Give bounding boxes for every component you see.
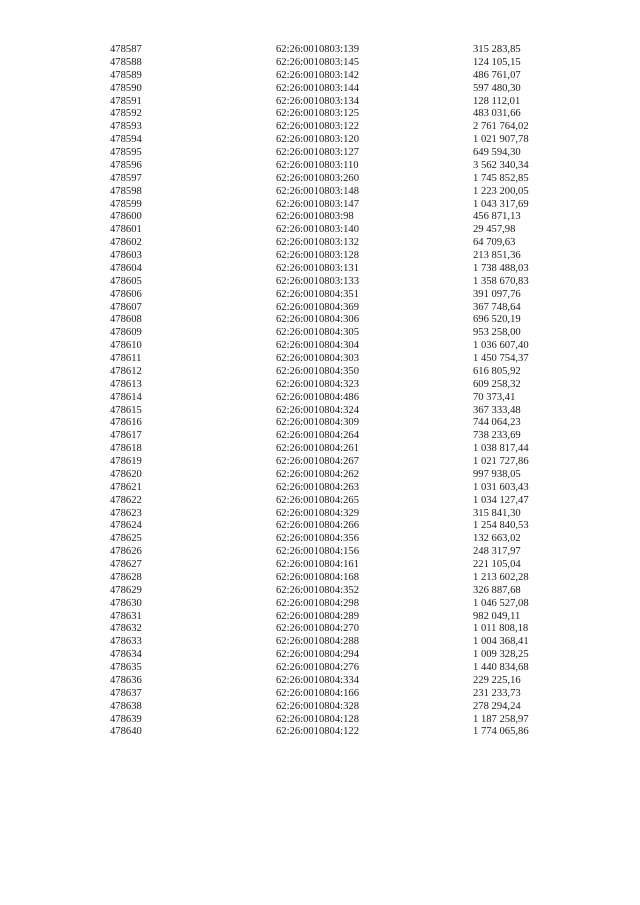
cadastral-value: 1 038 817,44 <box>473 443 529 455</box>
table-row <box>0 199 640 212</box>
cadastral-value: 597 480,30 <box>473 82 521 94</box>
row-number: 478592 <box>110 108 142 120</box>
table-row <box>0 546 640 559</box>
cadastral-number: 62:26:0010803:144 <box>276 82 359 94</box>
cadastral-number: 62:26:0010803:132 <box>276 237 359 249</box>
table-row <box>0 598 640 611</box>
cadastral-value: 124 105,15 <box>473 56 521 68</box>
cadastral-value: 1 223 200,05 <box>473 185 529 197</box>
row-number: 478637 <box>110 687 142 699</box>
cadastral-number: 62:26:0010804:329 <box>276 507 359 519</box>
cadastral-number: 62:26:0010804:356 <box>276 533 359 545</box>
table-row <box>0 495 640 508</box>
table-row <box>0 714 640 727</box>
table-row <box>0 636 640 649</box>
cadastral-value: 1 021 727,86 <box>473 456 529 467</box>
cadastral-number: 62:26:0010803:140 <box>276 224 359 236</box>
cadastral-value: 278 294,24 <box>473 700 521 712</box>
cadastral-number: 62:26:0010804:262 <box>276 468 359 480</box>
row-number: 478602 <box>110 237 142 249</box>
row-number: 478605 <box>110 275 142 287</box>
cadastral-value: 248 317,97 <box>473 546 521 558</box>
table-row <box>0 366 640 379</box>
cadastral-value: 3 562 340,34 <box>473 159 529 171</box>
cadastral-value: 483 031,66 <box>473 108 521 120</box>
cadastral-value: 221 105,04 <box>473 559 521 570</box>
cadastral-number: 62:26:0010804:128 <box>276 713 359 725</box>
cadastral-value: 1 745 852,85 <box>473 172 529 184</box>
row-number: 478601 <box>110 224 142 236</box>
row-number: 478625 <box>110 533 142 545</box>
row-number: 478611 <box>110 353 142 364</box>
cadastral-number: 62:26:0010803:128 <box>276 250 359 261</box>
cadastral-value: 456 871,13 <box>473 211 521 223</box>
cadastral-value: 315 841,30 <box>473 507 521 519</box>
row-number: 478609 <box>110 327 142 339</box>
cadastral-number: 62:26:0010804:289 <box>276 610 359 622</box>
cadastral-value: 1 011 808,18 <box>473 623 529 635</box>
cadastral-number: 62:26:0010804:270 <box>276 623 359 635</box>
table-row <box>0 70 640 83</box>
cadastral-number: 62:26:0010804:369 <box>276 301 359 313</box>
cadastral-value: 953 258,00 <box>473 327 521 339</box>
row-number: 478608 <box>110 314 142 326</box>
cadastral-value: 1 254 840,53 <box>473 520 529 532</box>
cadastral-number: 62:26:0010804:266 <box>276 520 359 532</box>
table-row <box>0 57 640 70</box>
cadastral-value: 1 034 127,47 <box>473 494 529 506</box>
row-number: 478620 <box>110 468 142 480</box>
table-row <box>0 340 640 353</box>
cadastral-value: 1 358 670,83 <box>473 275 529 287</box>
cadastral-number: 62:26:0010804:306 <box>276 314 359 326</box>
table-row <box>0 623 640 636</box>
cadastral-number: 62:26:0010804:304 <box>276 340 359 352</box>
cadastral-value: 649 594,30 <box>473 147 521 158</box>
cadastral-value: 744 064,23 <box>473 417 521 429</box>
row-number: 478612 <box>110 365 142 377</box>
row-number: 478593 <box>110 121 142 133</box>
cadastral-number: 62:26:0010804:168 <box>276 571 359 583</box>
cadastral-value: 1 774 065,86 <box>473 726 529 738</box>
cadastral-number: 62:26:0010804:276 <box>276 662 359 673</box>
table-row <box>0 134 640 147</box>
cadastral-number: 62:26:0010803:122 <box>276 121 359 133</box>
cadastral-number: 62:26:0010804:122 <box>276 726 359 738</box>
cadastral-number: 62:26:0010804:305 <box>276 327 359 339</box>
row-number: 478630 <box>110 597 142 609</box>
cadastral-value: 1 036 607,40 <box>473 340 529 352</box>
cadastral-number: 62:26:0010804:156 <box>276 546 359 558</box>
cadastral-value: 1 450 754,37 <box>473 353 529 364</box>
row-number: 478639 <box>110 713 142 725</box>
row-number: 478640 <box>110 726 142 738</box>
cadastral-number: 62:26:0010803:125 <box>276 108 359 120</box>
cadastral-number: 62:26:0010803:127 <box>276 147 359 158</box>
cadastral-number: 62:26:0010804:267 <box>276 456 359 467</box>
table-row <box>0 469 640 482</box>
table-row <box>0 173 640 186</box>
row-number: 478595 <box>110 147 142 158</box>
row-number: 478588 <box>110 56 142 68</box>
cadastral-number: 62:26:0010803:120 <box>276 134 359 146</box>
table-row <box>0 688 640 701</box>
cadastral-number: 62:26:0010803:139 <box>276 44 359 55</box>
row-number: 478589 <box>110 69 142 81</box>
cadastral-number: 62:26:0010804:334 <box>276 674 359 686</box>
cadastral-value: 1 187 258,97 <box>473 713 529 725</box>
cadastral-value: 486 761,07 <box>473 69 521 81</box>
row-number: 478633 <box>110 636 142 648</box>
row-number: 478615 <box>110 404 142 416</box>
cadastral-number: 62:26:0010804:324 <box>276 404 359 416</box>
table-row <box>0 289 640 302</box>
cadastral-value: 2 761 764,02 <box>473 121 529 133</box>
cadastral-number: 62:26:0010804:328 <box>276 700 359 712</box>
table-row <box>0 96 640 109</box>
table-row <box>0 482 640 495</box>
row-number: 478636 <box>110 674 142 686</box>
cadastral-number: 62:26:0010804:294 <box>276 649 359 661</box>
cadastral-value: 1 031 603,43 <box>473 481 529 493</box>
table-row <box>0 353 640 366</box>
cadastral-number: 62:26:0010803:131 <box>276 262 359 274</box>
table-row <box>0 585 640 598</box>
table-row <box>0 508 640 521</box>
cadastral-number: 62:26:0010803:145 <box>276 56 359 68</box>
table-row <box>0 520 640 533</box>
table-row <box>0 430 640 443</box>
data-table <box>0 44 640 739</box>
table-row <box>0 186 640 199</box>
cadastral-number: 62:26:0010804:303 <box>276 353 359 364</box>
row-number: 478621 <box>110 481 142 493</box>
cadastral-number: 62:26:0010804:261 <box>276 443 359 455</box>
table-row <box>0 379 640 392</box>
cadastral-value: 1 738 488,03 <box>473 262 529 274</box>
table-row <box>0 405 640 418</box>
cadastral-number: 62:26:0010804:288 <box>276 636 359 648</box>
table-row <box>0 83 640 96</box>
cadastral-number: 62:26:0010803:110 <box>276 159 359 171</box>
cadastral-number: 62:26:0010803:134 <box>276 95 359 107</box>
row-number: 478590 <box>110 82 142 94</box>
cadastral-value: 29 457,98 <box>473 224 516 236</box>
cadastral-number: 62:26:0010804:161 <box>276 559 359 570</box>
cadastral-value: 616 805,92 <box>473 365 521 377</box>
row-number: 478614 <box>110 391 142 403</box>
table-row <box>0 121 640 134</box>
cadastral-number: 62:26:0010804:166 <box>276 687 359 699</box>
table-row <box>0 263 640 276</box>
table-row <box>0 662 640 675</box>
cadastral-number: 62:26:0010803:148 <box>276 185 359 197</box>
row-number: 478616 <box>110 417 142 429</box>
row-number: 478635 <box>110 662 142 673</box>
table-row <box>0 443 640 456</box>
row-number: 478600 <box>110 211 142 223</box>
table-row <box>0 314 640 327</box>
cadastral-number: 62:26:0010803:98 <box>276 211 354 223</box>
table-row <box>0 147 640 160</box>
cadastral-value: 132 663,02 <box>473 533 521 545</box>
cadastral-number: 62:26:0010803:133 <box>276 275 359 287</box>
table-row <box>0 456 640 469</box>
table-row <box>0 726 640 739</box>
cadastral-value: 391 097,76 <box>473 288 521 300</box>
cadastral-value: 609 258,32 <box>473 378 521 390</box>
row-number: 478596 <box>110 159 142 171</box>
cadastral-value: 213 851,36 <box>473 250 521 261</box>
row-number: 478607 <box>110 301 142 313</box>
row-number: 478626 <box>110 546 142 558</box>
cadastral-value: 70 373,41 <box>473 391 516 403</box>
table-row <box>0 108 640 121</box>
cadastral-number: 62:26:0010804:486 <box>276 391 359 403</box>
cadastral-value: 229 225,16 <box>473 674 521 686</box>
cadastral-number: 62:26:0010803:142 <box>276 69 359 81</box>
table-row <box>0 611 640 624</box>
cadastral-value: 326 887,68 <box>473 584 521 596</box>
cadastral-number: 62:26:0010804:265 <box>276 494 359 506</box>
row-number: 478629 <box>110 584 142 596</box>
row-number: 478603 <box>110 250 142 261</box>
table-row <box>0 44 640 57</box>
row-number: 478598 <box>110 185 142 197</box>
table-row <box>0 701 640 714</box>
row-number: 478594 <box>110 134 142 146</box>
row-number: 478622 <box>110 494 142 506</box>
cadastral-number: 62:26:0010804:298 <box>276 597 359 609</box>
row-number: 478623 <box>110 507 142 519</box>
table-row <box>0 392 640 405</box>
cadastral-number: 62:26:0010804:309 <box>276 417 359 429</box>
cadastral-value: 367 748,64 <box>473 301 521 313</box>
row-number: 478618 <box>110 443 142 455</box>
row-number: 478624 <box>110 520 142 532</box>
row-number: 478599 <box>110 198 142 210</box>
table-row <box>0 675 640 688</box>
row-number: 478610 <box>110 340 142 352</box>
table-row <box>0 417 640 430</box>
cadastral-value: 1 009 328,25 <box>473 649 529 661</box>
row-number: 478632 <box>110 623 142 635</box>
row-number: 478606 <box>110 288 142 300</box>
row-number: 478634 <box>110 649 142 661</box>
cadastral-value: 1 021 907,78 <box>473 134 529 146</box>
row-number: 478597 <box>110 172 142 184</box>
cadastral-value: 1 046 527,08 <box>473 597 529 609</box>
cadastral-number: 62:26:0010803:260 <box>276 172 359 184</box>
row-number: 478604 <box>110 262 142 274</box>
row-number: 478591 <box>110 95 142 107</box>
cadastral-value: 997 938,05 <box>473 468 521 480</box>
table-row <box>0 224 640 237</box>
row-number: 478617 <box>110 430 142 442</box>
cadastral-value: 128 112,01 <box>473 95 521 107</box>
cadastral-value: 738 233,69 <box>473 430 521 442</box>
row-number: 478631 <box>110 610 142 622</box>
row-number: 478628 <box>110 571 142 583</box>
cadastral-value: 1 004 368,41 <box>473 636 529 648</box>
row-number: 478587 <box>110 44 142 55</box>
cadastral-number: 62:26:0010804:263 <box>276 481 359 493</box>
cadastral-value: 696 520,19 <box>473 314 521 326</box>
row-number: 478638 <box>110 700 142 712</box>
table-row <box>0 327 640 340</box>
table-row <box>0 302 640 315</box>
table-row <box>0 533 640 546</box>
cadastral-value: 1 043 317,69 <box>473 198 529 210</box>
cadastral-value: 1 213 602,28 <box>473 571 529 583</box>
cadastral-value: 982 049,11 <box>473 610 521 622</box>
cadastral-value: 1 440 834,68 <box>473 662 529 673</box>
cadastral-number: 62:26:0010804:350 <box>276 365 359 377</box>
cadastral-value: 64 709,63 <box>473 237 516 249</box>
table-row <box>0 649 640 662</box>
table-row <box>0 276 640 289</box>
cadastral-value: 231 233,73 <box>473 687 521 699</box>
table-row <box>0 250 640 263</box>
row-number: 478619 <box>110 456 142 467</box>
table-row <box>0 211 640 224</box>
cadastral-value: 315 283,85 <box>473 44 521 55</box>
cadastral-number: 62:26:0010804:323 <box>276 378 359 390</box>
row-number: 478613 <box>110 378 142 390</box>
row-number: 478627 <box>110 559 142 570</box>
table-row <box>0 572 640 585</box>
cadastral-number: 62:26:0010803:147 <box>276 198 359 210</box>
cadastral-number: 62:26:0010804:352 <box>276 584 359 596</box>
table-row <box>0 237 640 250</box>
table-row <box>0 559 640 572</box>
cadastral-number: 62:26:0010804:264 <box>276 430 359 442</box>
cadastral-number: 62:26:0010804:351 <box>276 288 359 300</box>
cadastral-value: 367 333,48 <box>473 404 521 416</box>
table-row <box>0 160 640 173</box>
